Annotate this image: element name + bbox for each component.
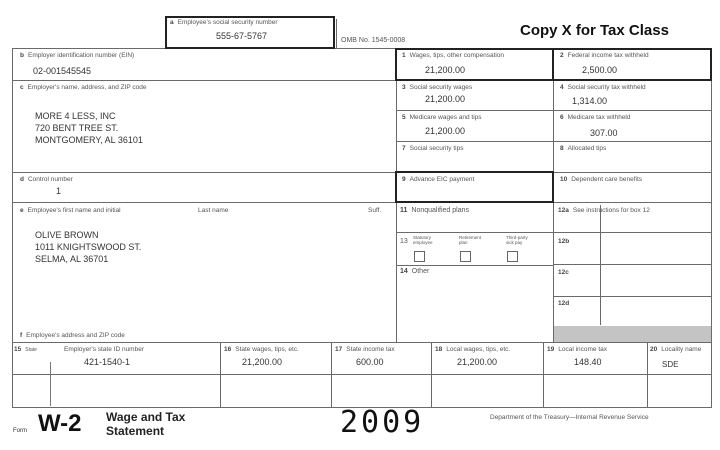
box-12d-label: 12d (558, 300, 570, 307)
omb-number: OMB No. 1545-0008 (341, 37, 406, 44)
state-wages-value[interactable]: 21,200.00 (242, 357, 283, 367)
box-11-label: 11 Nonqualified plans (400, 207, 470, 214)
box-b-label: b Employer identification number (EIN) (20, 52, 135, 59)
box-1-label: 1 Wages, tips, other compensation (402, 52, 505, 59)
box-9-label: 9 Advance EIC payment (402, 176, 475, 183)
federal-tax-value[interactable]: 2,500.00 (582, 65, 618, 75)
local-wages-value[interactable]: 21,200.00 (457, 357, 498, 367)
department-text: Department of the Treasury—Internal Revenue Service (490, 414, 649, 421)
last-name-label: Last name (198, 207, 229, 214)
suffix-label: Suff. (368, 207, 382, 214)
box-f-label: f Employee's address and ZIP code (20, 332, 125, 339)
retirement-plan-checkbox[interactable] (460, 251, 471, 262)
box-3-label: 3 Social security wages (402, 84, 473, 91)
form-word: Form (13, 428, 27, 434)
ein-value[interactable]: 02-001545545 (33, 66, 92, 76)
box-12-shaded-area (554, 326, 711, 342)
form-title-line1: Wage and Tax (106, 410, 186, 424)
state-id-label: Employer's state ID number (64, 346, 144, 353)
box-12c-label: 12c (558, 269, 569, 276)
third-party-sick-pay-label: Third-party sick pay (506, 235, 528, 245)
box-16-label: 16 State wages, tips, etc. (224, 346, 299, 353)
third-party-sick-pay-checkbox[interactable] (507, 251, 518, 262)
box-17-label: 17 State income tax (335, 346, 395, 353)
box-7-label: 7 Social security tips (402, 145, 464, 152)
box-2-label: 2 Federal income tax withheld (560, 52, 649, 59)
form-name: W-2 (38, 410, 82, 437)
form-title-line2: Statement (106, 424, 165, 438)
box-13-number: 13 (400, 238, 408, 245)
tax-year: 2009 (340, 405, 425, 440)
employer-city: MONTGOMERY, AL 36101 (35, 135, 143, 145)
box-8-label: 8 Allocated tips (560, 145, 607, 152)
statutory-employee-label: Statutory employee (413, 235, 433, 245)
ss-wages-value[interactable]: 21,200.00 (425, 94, 466, 104)
box-15-label: 15 State (14, 346, 37, 353)
locality-name-value[interactable]: SDE (662, 360, 679, 369)
box-d-label: d Control number (20, 176, 73, 183)
state-tax-value[interactable]: 600.00 (356, 357, 384, 367)
box-5-label: 5 Medicare wages and tips (402, 114, 482, 121)
employee-city: SELMA, AL 36701 (35, 254, 109, 264)
retirement-plan-label: Retirement plan (459, 235, 482, 245)
employee-name: OLIVE BROWN (35, 230, 99, 240)
box-14-label: 14 Other (400, 268, 430, 275)
box-c-label: c Employer's name, address, and ZIP code (20, 84, 147, 91)
employee-street: 1011 KNIGHTSWOOD ST. (35, 242, 142, 252)
box-6-label: 6 Medicare tax withheld (560, 114, 631, 121)
medicare-wages-value[interactable]: 21,200.00 (425, 126, 466, 136)
box-19-label: 19 Local income tax (547, 346, 608, 353)
box-12b-label: 12b (558, 238, 570, 245)
box-20-label: 20 Locality name (650, 346, 702, 353)
wages-value[interactable]: 21,200.00 (425, 65, 466, 75)
control-number-value[interactable]: 1 (56, 186, 62, 196)
box-12a-label: 12a See instructions for box 12 (558, 207, 650, 214)
local-tax-value[interactable]: 148.40 (574, 357, 602, 367)
box-4-label: 4 Social security tax withheld (560, 84, 646, 91)
ssn-label: a Employee's social security number (170, 19, 278, 26)
ssn-value[interactable]: 555-67-5767 (216, 31, 268, 41)
employer-name: MORE 4 LESS, INC (35, 111, 116, 121)
ss-tax-value[interactable]: 1,314.00 (572, 96, 608, 106)
statutory-employee-checkbox[interactable] (414, 251, 425, 262)
state-id-value[interactable]: 421-1540-1 (84, 357, 131, 367)
copy-title: Copy X for Tax Class (520, 22, 669, 39)
employer-street: 720 BENT TREE ST. (35, 123, 119, 133)
box-e-label: e Employee's first name and initial (20, 207, 121, 214)
medicare-tax-value[interactable]: 307.00 (590, 128, 618, 138)
box-10-label: 10 Dependent care benefits (560, 176, 643, 183)
box-18-label: 18 Local wages, tips, etc. (435, 346, 511, 353)
